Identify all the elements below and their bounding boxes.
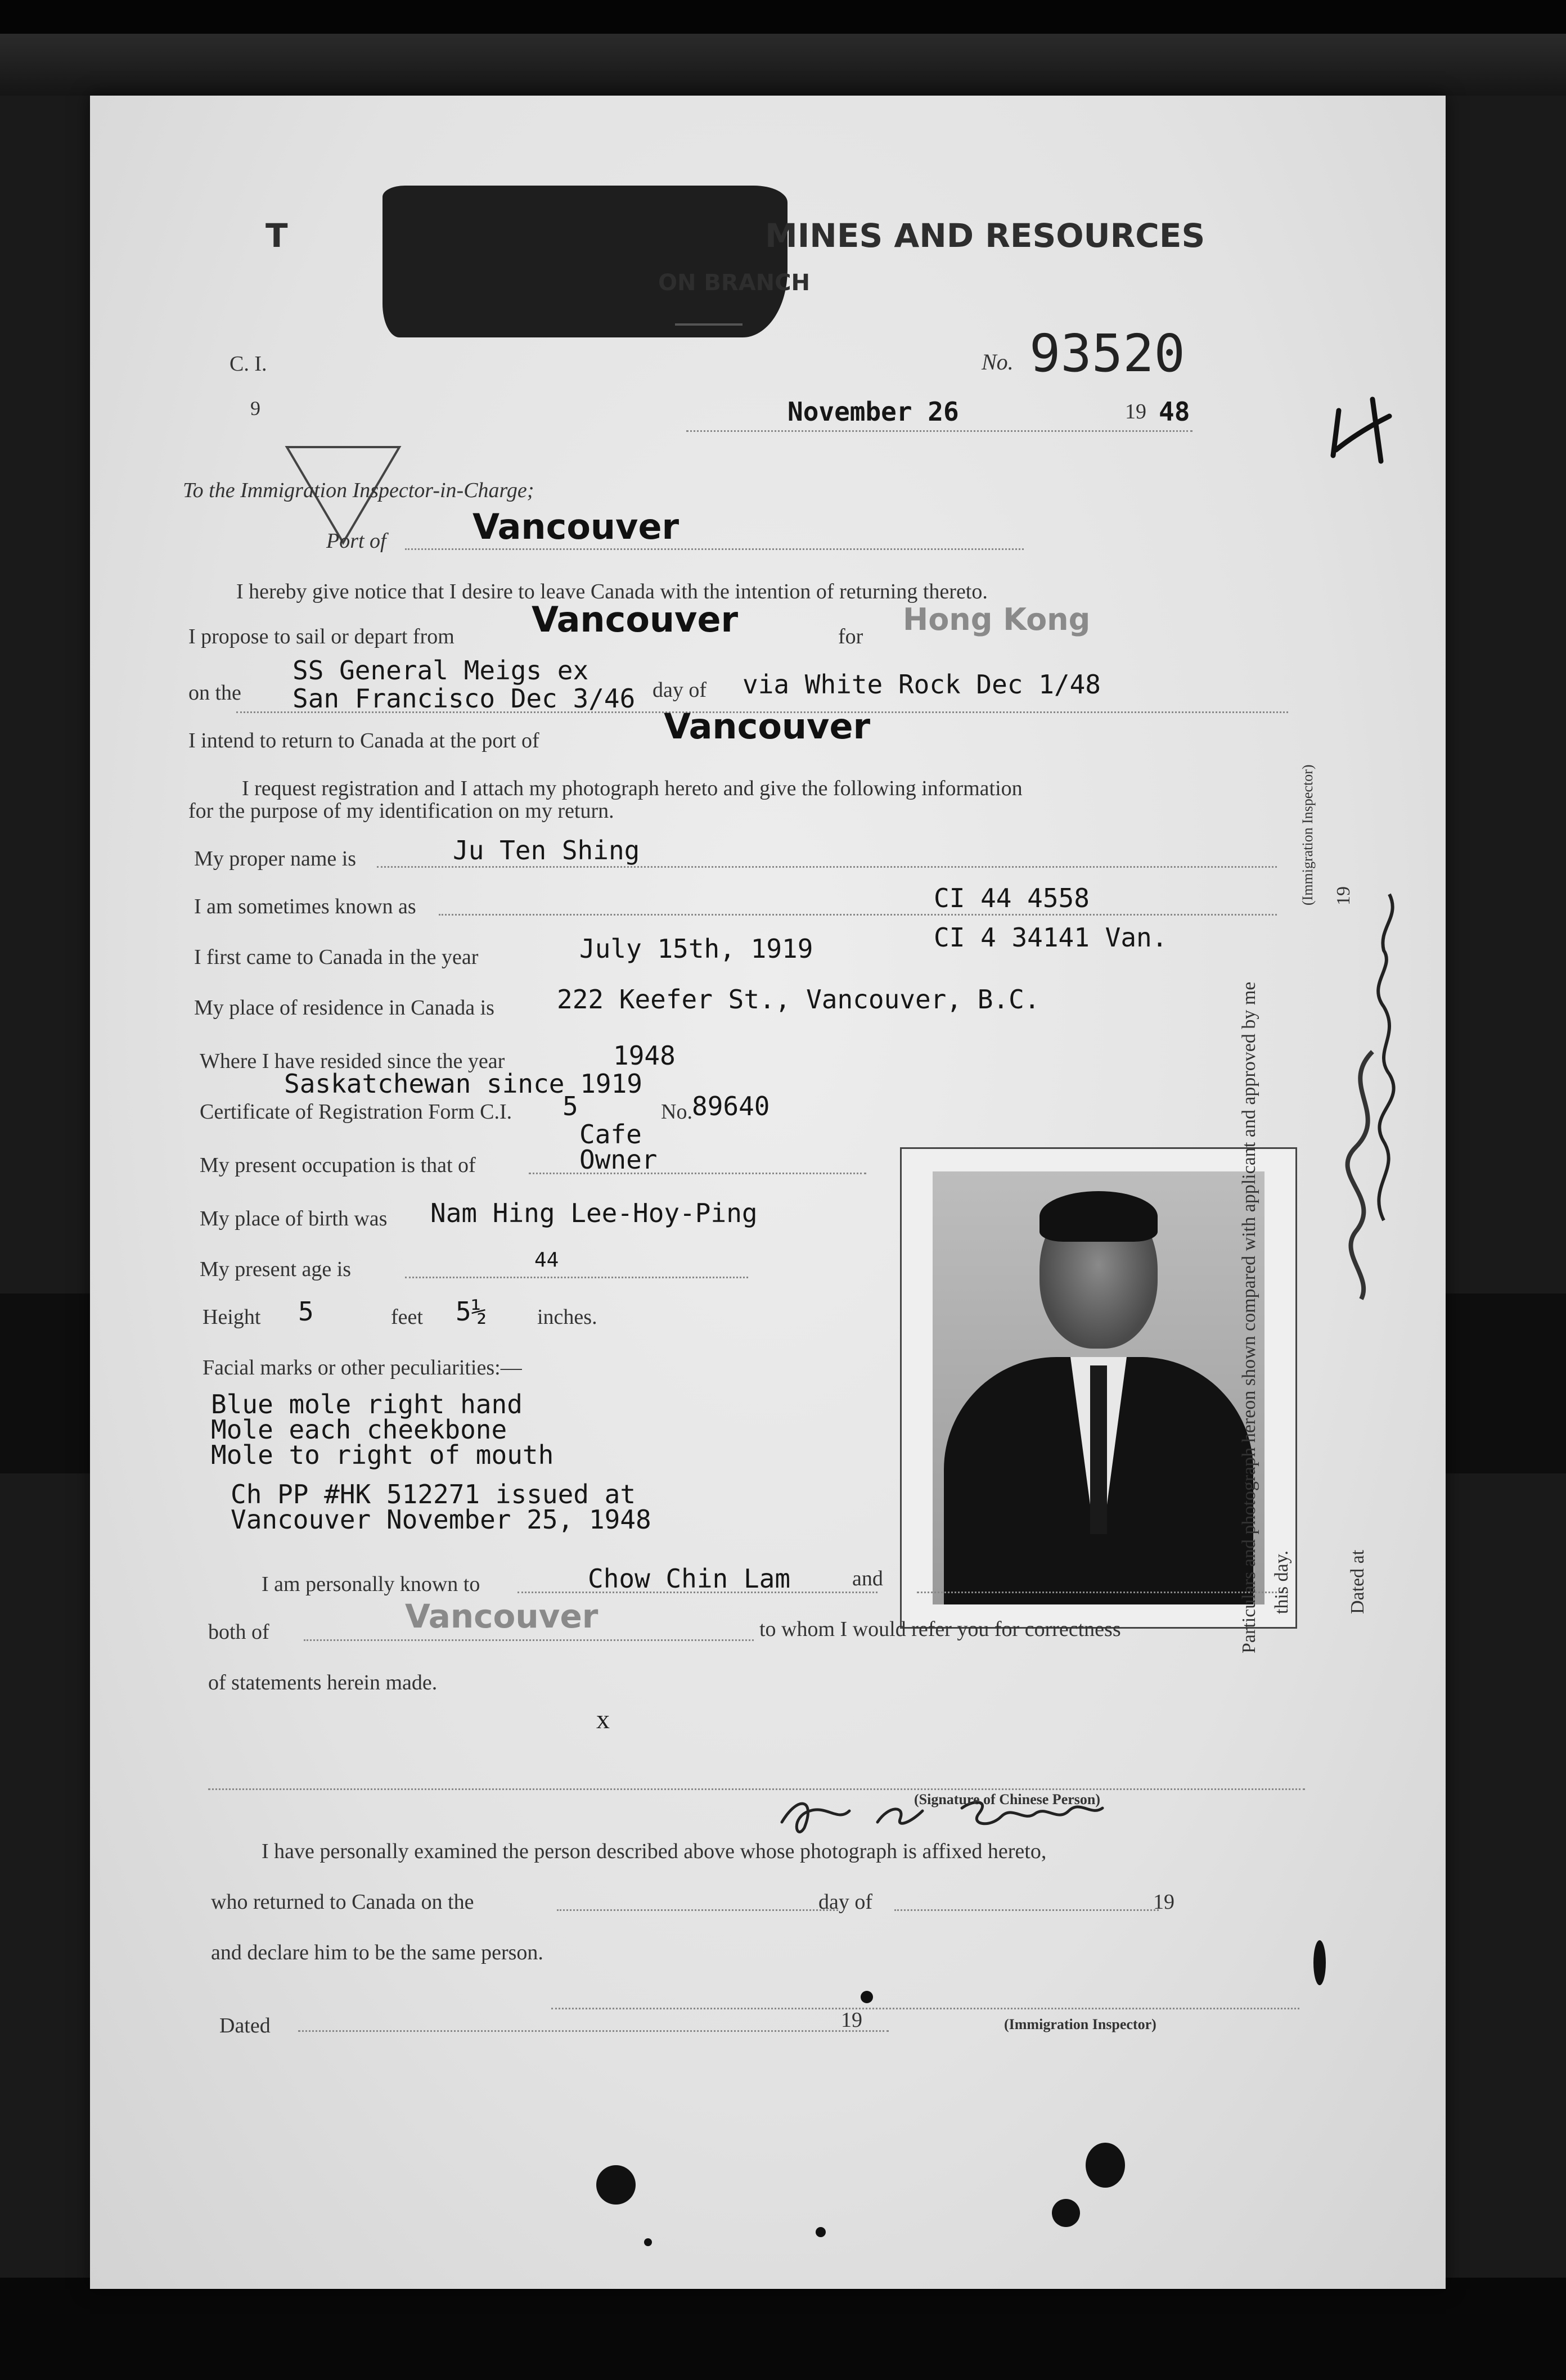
first-came-label: I first came to Canada in the year (194, 945, 479, 969)
port-value: Vancouver (472, 506, 680, 547)
dated-label: Dated (219, 2014, 271, 2038)
occupation-label: My present occupation is that of (200, 1153, 476, 1177)
ink-speck (1313, 1940, 1326, 1985)
torn-corner (382, 186, 788, 337)
known-to-label: I am personally known to (262, 1572, 480, 1596)
applicant-photo (900, 1147, 1297, 1629)
scan-border-stripe (0, 34, 1566, 96)
signature-line (208, 1788, 1305, 1790)
return-port: Vancouver (664, 706, 871, 747)
declare-label: and declare him to be the same person. (211, 1941, 543, 1964)
department-title: MINES AND RESOURCES (765, 217, 1205, 255)
vessel-line1: SS General Meigs ex (292, 655, 589, 686)
form-code-top: C. I. (230, 352, 267, 376)
form-code-bottom: 9 (250, 397, 260, 420)
margin-inspector-caption: (Immigration Inspector) (1299, 764, 1316, 905)
birthplace-label: My place of birth was (200, 1207, 388, 1230)
facial-3: Mole to right of mouth (211, 1440, 554, 1470)
returned-label: who returned to Canada on the (211, 1890, 474, 1914)
signature-caption: (Signature of Chinese Person) (914, 1791, 1101, 1807)
return-year-label: 19 (1153, 1890, 1174, 1914)
first-came-date: July 15th, 1919 (579, 934, 813, 964)
refer-label: to whom I would refer you for correctness (759, 1617, 1121, 1641)
known-to-line (518, 1592, 878, 1593)
branch-title: ON BRANCH (658, 270, 810, 296)
height-inches: 5½ (456, 1296, 487, 1327)
known-to-name: Chow Chin Lam (588, 1563, 791, 1594)
age-label: My present age is (200, 1257, 352, 1281)
statements-label: of statements herein made. (208, 1671, 438, 1694)
residence-address: 222 Keefer St., Vancouver, B.C. (557, 984, 1040, 1015)
inspector-line (551, 2008, 1299, 2009)
form-number: 93520 (1029, 323, 1185, 384)
passport-1: Ch PP #HK 512271 issued at (231, 1479, 636, 1509)
ink-speck (1052, 2199, 1080, 2227)
certificate-label: Certificate of Registration Form C.I. (200, 1100, 512, 1124)
examined-label: I have personally examined the person described above whose photograph is affixed hereto, (262, 1840, 1047, 1863)
occupation-line2: Owner (579, 1144, 658, 1175)
check-mark (1328, 394, 1395, 467)
sail-from: Vancouver (532, 599, 739, 640)
salutation: To the Immigration Inspector-in-Charge; (183, 479, 534, 502)
residence-label: My place of residence in Canada is (194, 996, 494, 1020)
known-as-1: CI 44 4558 (934, 883, 1090, 913)
and-line (917, 1592, 1288, 1593)
department-fragment-left: T (266, 217, 288, 255)
margin-year: 19 (1333, 886, 1354, 905)
port-label: Port of (326, 529, 386, 553)
year-suffix: 48 (1159, 396, 1190, 427)
occupation-line (529, 1173, 866, 1174)
date-line (686, 430, 1192, 432)
notice-text: I hereby give notice that I desire to leave Canada with the intention of returning thereto. (236, 580, 988, 603)
both-of-place: Vancouver (405, 1597, 598, 1635)
and-label: and (852, 1567, 883, 1590)
age-value: 44 (534, 1248, 559, 1272)
both-of-line (304, 1639, 754, 1641)
sail-label: I propose to sail or depart from (188, 625, 454, 648)
known-as-2: CI 4 34141 Van. (934, 922, 1168, 953)
year-prefix: 19 (1125, 400, 1146, 423)
ink-speck (816, 2227, 826, 2237)
request-line1: I request registration and I attach my photograph hereto and give the following information (242, 777, 1023, 800)
facial-1: Blue mole right hand (211, 1389, 523, 1419)
for-label: for (838, 625, 863, 648)
ink-flourish (1305, 1040, 1418, 1305)
resided-note: Saskatchewan since 1919 (284, 1069, 642, 1099)
facial-2: Mole each cheekbone (211, 1414, 507, 1445)
certificate-form: 5 (562, 1091, 578, 1121)
ink-speck (1086, 2143, 1125, 2188)
proper-name-label: My proper name is (194, 847, 357, 871)
dated-line (298, 2030, 889, 2032)
inspector-caption: (Immigration Inspector) (1004, 2016, 1156, 2032)
form-document (90, 96, 1446, 2289)
height-feet: 5 (298, 1296, 314, 1327)
ink-speck (596, 2165, 636, 2205)
on-the-label: on the (188, 681, 241, 705)
date-stamp: November 26 (788, 396, 959, 427)
age-line (405, 1277, 748, 1278)
scan-border-bottom (0, 2278, 1566, 2380)
ink-speck (861, 1991, 873, 2003)
returned-line (557, 1909, 838, 1911)
proper-name-line (377, 866, 1277, 868)
birthplace: Nam Hing Lee-Hoy-Ping (430, 1198, 758, 1228)
request-line2: for the purpose of my identification on my return. (188, 799, 614, 823)
proper-name: Ju Ten Shing (453, 835, 640, 866)
occupation-line1: Cafe (579, 1119, 642, 1150)
margin-this-day: this day. (1271, 1550, 1292, 1614)
photo-image (933, 1171, 1264, 1604)
certificate-number: 89640 (692, 1091, 770, 1121)
via-route: via White Rock Dec 1/48 (742, 669, 1101, 700)
port-line (405, 548, 1024, 550)
signature-x: x (596, 1705, 610, 1734)
return-day-line (894, 1909, 1159, 1911)
known-as-label: I am sometimes known as (194, 895, 416, 918)
height-label: Height (202, 1305, 261, 1329)
resided-since-label: Where I have resided since the year (200, 1049, 505, 1073)
certificate-no-label: No. (661, 1100, 692, 1124)
sail-to: Hong Kong (903, 602, 1091, 637)
inches-label: inches. (537, 1305, 597, 1329)
return-day-of-label: day of (818, 1890, 873, 1914)
dated-year: 19 (841, 2008, 862, 2032)
vessel-line2: San Francisco Dec 3/46 (292, 683, 636, 714)
known-as-line (439, 914, 1277, 916)
both-of-label: both of (208, 1620, 269, 1644)
margin-particulars: Particulars and photograph hereon shown compared with applicant and approved by me (1239, 981, 1259, 1653)
header-rule (675, 323, 742, 326)
return-label: I intend to return to Canada at the port of (188, 729, 539, 752)
passport-2: Vancouver November 25, 1948 (231, 1504, 651, 1535)
ink-speck (644, 2238, 652, 2246)
day-of-label: day of (652, 678, 707, 702)
number-label: No. (982, 349, 1014, 375)
facial-label: Facial marks or other peculiarities:— (202, 1356, 522, 1380)
margin-dated-label: Dated at (1347, 1549, 1368, 1614)
feet-label: feet (391, 1305, 423, 1329)
resided-since-year: 1948 (613, 1040, 676, 1071)
scan-border-top (0, 0, 1566, 34)
